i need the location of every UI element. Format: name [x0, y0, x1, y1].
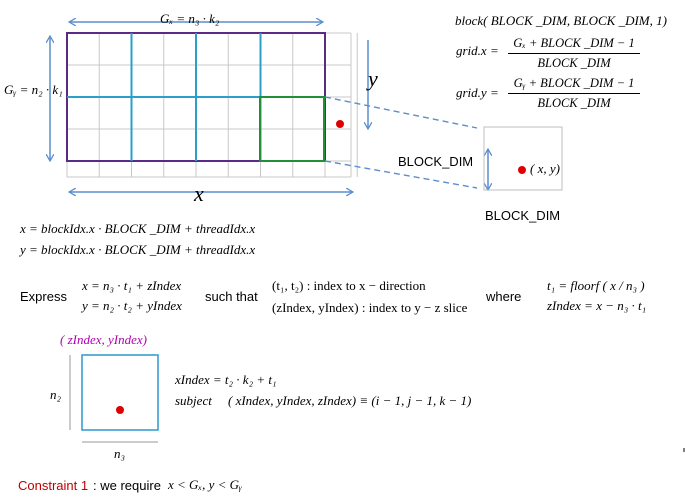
cond2: (zIndex, yIndex) : index to y − z slice — [272, 300, 468, 315]
zoom-line-top — [325, 97, 477, 128]
y-axis-label: y — [368, 66, 378, 91]
such-that-word: such that — [205, 289, 258, 304]
gridx-fraction — [508, 36, 640, 71]
x-axis-label: x — [194, 181, 204, 206]
gridy-numerator: Gᵧ + BLOCK _DIM − 1 — [508, 76, 640, 94]
constraint-cond: x < Gₓ, y < Gᵧ — [168, 477, 243, 492]
gridy-lhs: grid.y = — [456, 85, 499, 100]
xindex-formula: xIndex = t₂ · k₂ + t₁ — [175, 372, 277, 387]
n2-label: n₂ — [50, 387, 62, 402]
constraint-text: : we require — [93, 478, 161, 493]
express-word: Express — [20, 289, 67, 304]
y-thread-formula: y = blockIdx.x · BLOCK _DIM + threadIdx.x — [20, 242, 256, 257]
gridy-fraction — [508, 76, 640, 111]
slice-box — [82, 355, 158, 430]
subject-formula: ( xIndex, yIndex, zIndex) ≡ (i − 1, j − 1, k − 1) — [228, 393, 472, 408]
gx-label: Gₓ = n₃ · k₂ — [160, 11, 220, 26]
gy-label: Gᵧ = n₂ · k₁ — [4, 82, 63, 97]
gridx-denominator: BLOCK _DIM — [537, 56, 611, 70]
gridx-numerator: Gₓ + BLOCK _DIM − 1 — [508, 36, 640, 54]
blockdim-bottom-label: BLOCK_DIM — [485, 208, 561, 223]
slice-dot — [116, 406, 124, 414]
thread-grid — [67, 33, 357, 177]
gridx-lhs: grid.x = — [456, 43, 499, 58]
express-eq2: y = n₂ · t₂ + yIndex — [82, 298, 182, 313]
slice-label: ( zIndex, yIndex) — [60, 332, 147, 347]
where-eq2: zIndex = x − n₃ · t₁ — [547, 298, 647, 313]
subject-word: subject — [175, 393, 212, 408]
gridy-denominator: BLOCK _DIM — [537, 96, 611, 110]
constraint-label: Constraint 1 — [18, 478, 89, 493]
n3-label: n₃ — [114, 446, 126, 461]
thread-dot — [336, 120, 344, 128]
point-label: ( x, y) — [530, 161, 560, 176]
express-eq1: x = n₃ · t₁ + zIndex — [82, 278, 182, 293]
blockdim-left-label: BLOCK_DIM — [398, 154, 474, 169]
where-word: where — [486, 289, 522, 304]
zoom-block-rect — [484, 127, 562, 190]
cond1: (t₁, t₂) : index to x − direction — [272, 278, 426, 293]
block-formula: block( BLOCK _DIM, BLOCK _DIM, 1) — [455, 13, 667, 28]
x-thread-formula: x = blockIdx.x · BLOCK _DIM + threadIdx.x — [20, 221, 256, 236]
zoom-dot — [518, 166, 526, 174]
where-eq1: t₁ = floorf ( x / n₃ ) — [547, 278, 645, 293]
